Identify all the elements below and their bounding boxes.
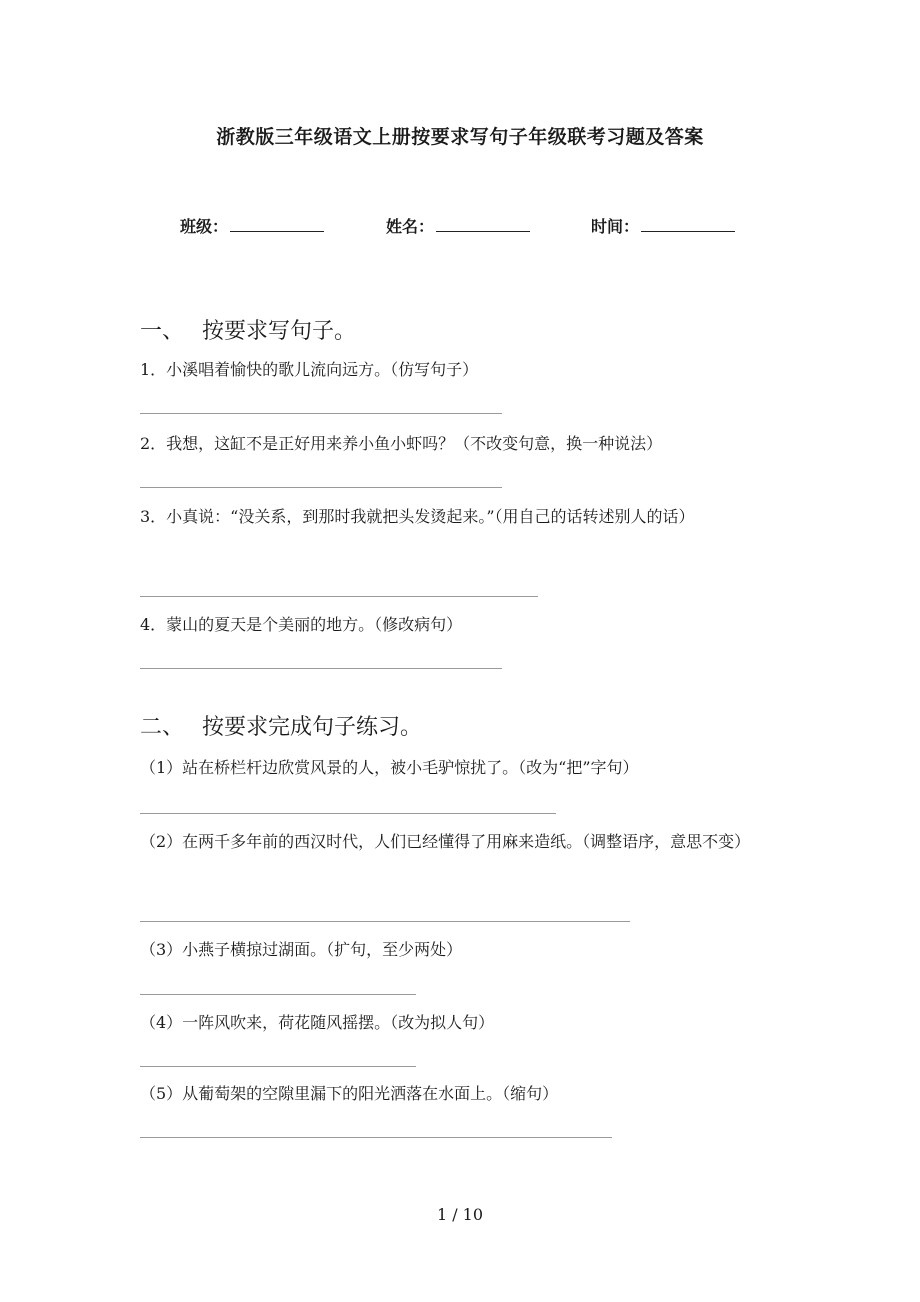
answer-line[interactable] — [140, 1137, 612, 1138]
name-blank[interactable] — [436, 217, 530, 232]
question-1-1: 1．小溪唱着愉快的歌儿流向远方。（仿写句子） — [140, 360, 479, 379]
section-1-heading — [140, 314, 356, 345]
section-1-number: 一、 — [140, 319, 185, 344]
answer-line[interactable] — [140, 596, 538, 597]
section-2-number: 二、 — [140, 715, 185, 740]
answer-line[interactable] — [140, 813, 556, 814]
class-blank[interactable] — [230, 217, 324, 232]
page-number: 1 / 10 — [436, 1205, 484, 1224]
question-1-2: 2．我想，这缸不是正好用来养小鱼小虾吗？（不改变句意，换一种说法） — [140, 434, 663, 453]
class-label: 班级： — [180, 217, 229, 236]
document-title: 浙教版三年级语文上册按要求写句子年级联考习题及答案 — [216, 126, 704, 148]
class-field — [180, 214, 324, 237]
answer-line[interactable] — [140, 668, 502, 669]
answer-line[interactable] — [140, 921, 630, 922]
name-field — [386, 214, 530, 237]
question-2-4: （4）一阵风吹来，荷花随风摇摆。（改为拟人句） — [140, 1013, 495, 1032]
question-2-1: （1）站在桥栏杆边欣赏风景的人，被小毛驴惊扰了。（改为“把”字句） — [140, 758, 639, 777]
time-field — [591, 214, 735, 237]
answer-line[interactable] — [140, 413, 502, 414]
answer-line[interactable] — [140, 487, 502, 488]
answer-line[interactable] — [140, 994, 416, 995]
time-blank[interactable] — [641, 217, 735, 232]
answer-line[interactable] — [140, 1066, 416, 1067]
time-label: 时间： — [591, 217, 640, 236]
question-1-3: 3．小真说：“没关系，到那时我就把头发烫起来。”（用自己的话转述别人的话） — [140, 507, 695, 526]
name-label: 姓名： — [386, 217, 435, 236]
section-2-title: 按要求完成句子练习。 — [202, 715, 423, 740]
section-1-title: 按要求写句子。 — [202, 319, 357, 344]
question-2-2: （2）在两千多年前的西汉时代，人们已经懂得了用麻来造纸。（调整语序，意思不变） — [140, 832, 751, 851]
question-2-5: （5）从葡萄架的空隙里漏下的阳光洒落在水面上。（缩句） — [140, 1084, 559, 1103]
question-1-4: 4．蒙山的夏天是个美丽的地方。（修改病句） — [140, 615, 463, 634]
section-2-heading — [140, 710, 422, 741]
question-2-3: （3）小燕子横掠过湖面。（扩句，至少两处） — [140, 940, 463, 959]
